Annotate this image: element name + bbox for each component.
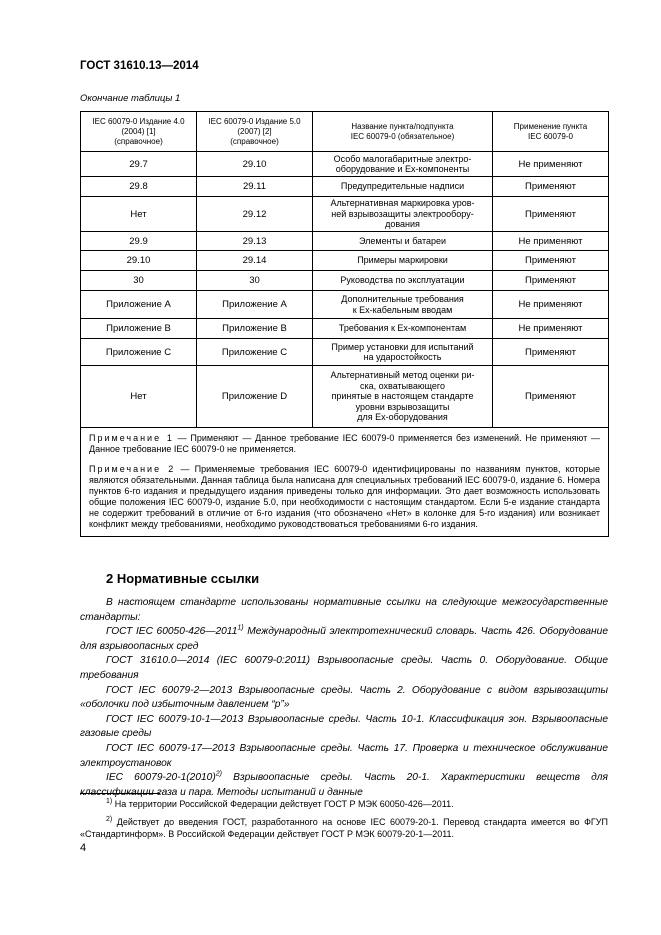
table-row <box>81 177 609 197</box>
table-row <box>81 197 609 232</box>
application-cell: Не применяют <box>493 232 609 251</box>
clause-ed5-cell: Приложение В <box>197 319 313 339</box>
reference-1: ГОСТ IEC 60050-426—2011$^{1)}$ Международный электротехнический словарь. Часть 426. Оборудование для взрывоопасных сред <box>80 624 608 652</box>
table-row <box>81 152 609 177</box>
clause-name-cell: Альтернативная маркировка уров- ней взрывозащиты электрообору- дования <box>313 197 493 232</box>
clause-name-cell: Примеры маркировки <box>313 251 493 271</box>
header-col-2: IEC 60079-0 Издание 5.0 (2007) [2] (справочное) <box>197 112 313 152</box>
application-cell: Применяют <box>493 271 609 291</box>
table-caption: Окончание таблицы 1 <box>80 93 181 104</box>
clause-ed4-cell: 29.10 <box>81 251 197 271</box>
clause-ed4-cell: Приложение В <box>81 319 197 339</box>
clause-ed5-cell: 29.14 <box>197 251 313 271</box>
clause-name-cell: Руководства по эксплуатации <box>313 271 493 291</box>
clause-ed5-cell: 29.13 <box>197 232 313 251</box>
clause-name-cell: Требования к Ex-компонентам <box>313 319 493 339</box>
application-cell: Не применяют <box>493 152 609 177</box>
clause-ed4-cell: Приложение А <box>81 291 197 319</box>
clause-ed4-cell: Нет <box>81 366 197 428</box>
clause-name-cell: Альтернативный метод оценки ри- ска, охватывающего принятые в настоящем стандарте уровни взрывозащиты для Ex-оборудования <box>313 366 493 428</box>
application-cell: Не применяют <box>493 319 609 339</box>
clause-ed4-cell: 29.9 <box>81 232 197 251</box>
document-header: ГОСТ 31610.13—2014 <box>80 60 199 72</box>
table-row <box>81 339 609 366</box>
references-intro: В настоящем стандарте использованы нормативные ссылки на следующие межгосударственные стандарты: <box>80 597 608 623</box>
clause-name-cell: Дополнительные требования к Ex-кабельным вводам <box>313 291 493 319</box>
table-row <box>81 232 609 251</box>
table-row <box>81 319 609 339</box>
clause-ed5-cell: Приложение С <box>197 339 313 366</box>
page-number: 4 <box>80 842 87 854</box>
clause-ed5-cell: 30 <box>197 271 313 291</box>
table-row <box>81 271 609 291</box>
clause-name-cell: Пример установки для испытаний на ударостойкость <box>313 339 493 366</box>
clause-ed5-cell: Приложение А <box>197 291 313 319</box>
table-row <box>81 291 609 319</box>
clause-ed5-cell: 29.10 <box>197 152 313 177</box>
reference-2: ГОСТ 31610.0—2014 (IEC 60079-0:2011) Взрывоопасные среды. Часть 0. Оборудование. Общие требования <box>80 655 608 681</box>
table-row <box>81 251 609 271</box>
clause-name-cell: Особо малогабаритные электро- оборудование и Ex-компоненты <box>313 152 493 177</box>
reference-3: ГОСТ IEC 60079-2—2013 Взрывоопасные среды. Часть 2. Оборудование с видом взрывозащиты «оболочки под избыточным давлением “р”» <box>80 684 608 711</box>
table-notes <box>81 428 609 537</box>
clause-ed5-cell: Приложение D <box>197 366 313 428</box>
footnote-1: $^{1)}$ На территории Российской Федерации действует ГОСТ Р МЭК 60050-426—2011. <box>106 798 454 809</box>
application-cell: Применяют <box>493 366 609 428</box>
clause-name-cell: Предупредительные надписи <box>313 177 493 197</box>
clause-name-cell: Элементы и батареи <box>313 232 493 251</box>
note-2: Примечание 2 — Применяемые требования IEC 60079-0 идентифицированы по названиям пунктов, которые являются обязательными. Данная таблица была написана для специальных требований IEC 60079-0, издание 6. Номера пунктов 6-го издания и предыдущего издания приведены только для информации. Это дает возможность использовать общие положения IEC 60079-0, издание 5.0, при необходимости с настоящим стандартом. Если 5-е издание стандарта не содержит требований в отличие от 6-го издания (что обозначено «Нет» в колонке для 5-го издания) или возникает конфликт между требованиями, необходимо руководствоваться требованиями 6-го издания. <box>89 464 600 529</box>
clause-ed5-cell: 29.12 <box>197 197 313 232</box>
clause-ed5-cell: 29.11 <box>197 177 313 197</box>
footnote-2: $^{2)}$ Действует до введения ГОСТ, разработанного на основе IEC 60079-20-1. Перевод стандарта имеется во ФГУП «Стандартинформ». В Российской Федерации действует ГОСТ Р МЭК 60079-20-1—2011. <box>80 816 608 839</box>
header-col-4: Применение пункта IEC 60079-0 <box>493 112 609 152</box>
application-cell: Применяют <box>493 251 609 271</box>
clause-ed4-cell: 29.8 <box>81 177 197 197</box>
clause-ed4-cell: 30 <box>81 271 197 291</box>
reference-4: ГОСТ IEC 60079-10-1—2013 Взрывоопасные среды. Часть 10-1. Классификация зон. Взрывоопасные газовые среды <box>80 713 608 740</box>
clause-ed4-cell: Нет <box>81 197 197 232</box>
section-title: 2 Нормативные ссылки <box>106 571 260 586</box>
application-cell: Применяют <box>493 339 609 366</box>
table-row <box>81 366 609 428</box>
reference-6: IEC $60079-20-1(2010)^{2)}$ Взрывоопасные среды. Часть 20-1. Характеристики веществ для классификации газа и пара. Методы испытаний и данные <box>80 770 608 798</box>
application-cell: Не применяют <box>493 291 609 319</box>
header-col-3: Название пункта/подпункта IEC 60079-0 (обязательное) <box>313 112 493 152</box>
reference-5: ГОСТ IEC 60079-17—2013 Взрывоопасные среды. Часть 17. Проверка и техническое обслуживание электроустановок <box>80 742 608 769</box>
note-1: Примечание 1 — Применяют — Данное требование IEC 60079-0 применяется без изменений. Не применяют — Данное требование IEC 60079-0 не применяется. <box>89 433 600 454</box>
application-cell: Применяют <box>493 197 609 232</box>
comparison-table <box>80 111 609 537</box>
application-cell: Применяют <box>493 177 609 197</box>
clause-ed4-cell: 29.7 <box>81 152 197 177</box>
header-col-1: IEC 60079-0 Издание 4.0 (2004) [1] (справочное) <box>81 112 197 152</box>
footnote-separator <box>80 793 160 794</box>
clause-ed4-cell: Приложение С <box>81 339 197 366</box>
references-body <box>80 596 608 800</box>
